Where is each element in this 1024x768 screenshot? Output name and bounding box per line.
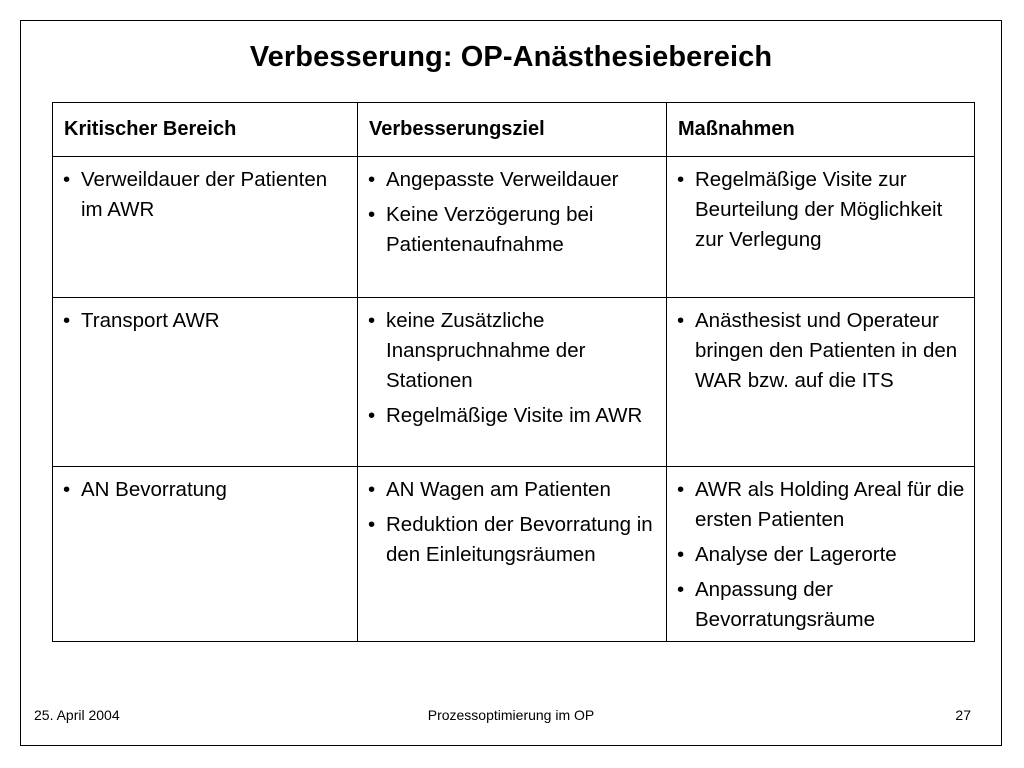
bullet-item: • Anpassung der Bevorratungsräume (677, 578, 876, 631)
bullet-item: • Regelmäßige Visite zur Beurteilung der Möglichkeit zur Verlegung (677, 168, 943, 251)
bullet-item: • Verweildauer der Patienten im AWR (63, 168, 328, 221)
cell-improvement-goal (358, 467, 667, 642)
cell-measures (667, 298, 975, 467)
cell-critical-area (53, 157, 358, 298)
table-row (53, 298, 975, 467)
measures-table (52, 102, 975, 642)
bullet-item: • Keine Verzögerung bei Patientenaufnahme (368, 203, 594, 256)
bullet-item: • AN Wagen am Patienten (368, 478, 611, 501)
slide (20, 20, 1002, 746)
cell-measures (667, 467, 975, 642)
bullet-item: • Transport AWR (63, 309, 220, 332)
header-improvement-goal: Verbesserungsziel (358, 103, 667, 157)
footer-date: 25. April 2004 (34, 707, 120, 723)
bullet-item: • Angepasste Verweildauer (368, 168, 619, 191)
bullet-item: • Reduktion der Bevorratung in den Einleitungsräumen (368, 513, 653, 566)
header-measures: Maßnahmen (667, 103, 975, 157)
bullet-item: • Regelmäßige Visite im AWR (368, 404, 643, 427)
header-critical-area: Kritischer Bereich (53, 103, 358, 157)
cell-measures (667, 157, 975, 298)
slide-title: Verbesserung: OP-Anästhesiebereich (249, 41, 773, 73)
bullet-item: • Analyse der Lagerorte (677, 543, 897, 566)
cell-critical-area (53, 467, 358, 642)
table-header-row (53, 103, 975, 157)
bullet-item: • keine Zusätzliche Inanspruchnahme der Stationen (368, 309, 586, 392)
table-row (53, 467, 975, 642)
cell-improvement-goal (358, 298, 667, 467)
bullet-item: • AWR als Holding Areal für die ersten Patienten (677, 478, 965, 531)
table-row (53, 157, 975, 298)
footer-page-number: 27 (955, 707, 971, 723)
cell-improvement-goal (358, 157, 667, 298)
cell-critical-area (53, 298, 358, 467)
footer-subject: Prozessoptimierung im OP (427, 707, 595, 723)
bullet-item: • AN Bevorratung (63, 478, 227, 501)
bullet-item: • Anästhesist und Operateur bringen den Patienten in den WAR bzw. auf die ITS (677, 309, 958, 392)
